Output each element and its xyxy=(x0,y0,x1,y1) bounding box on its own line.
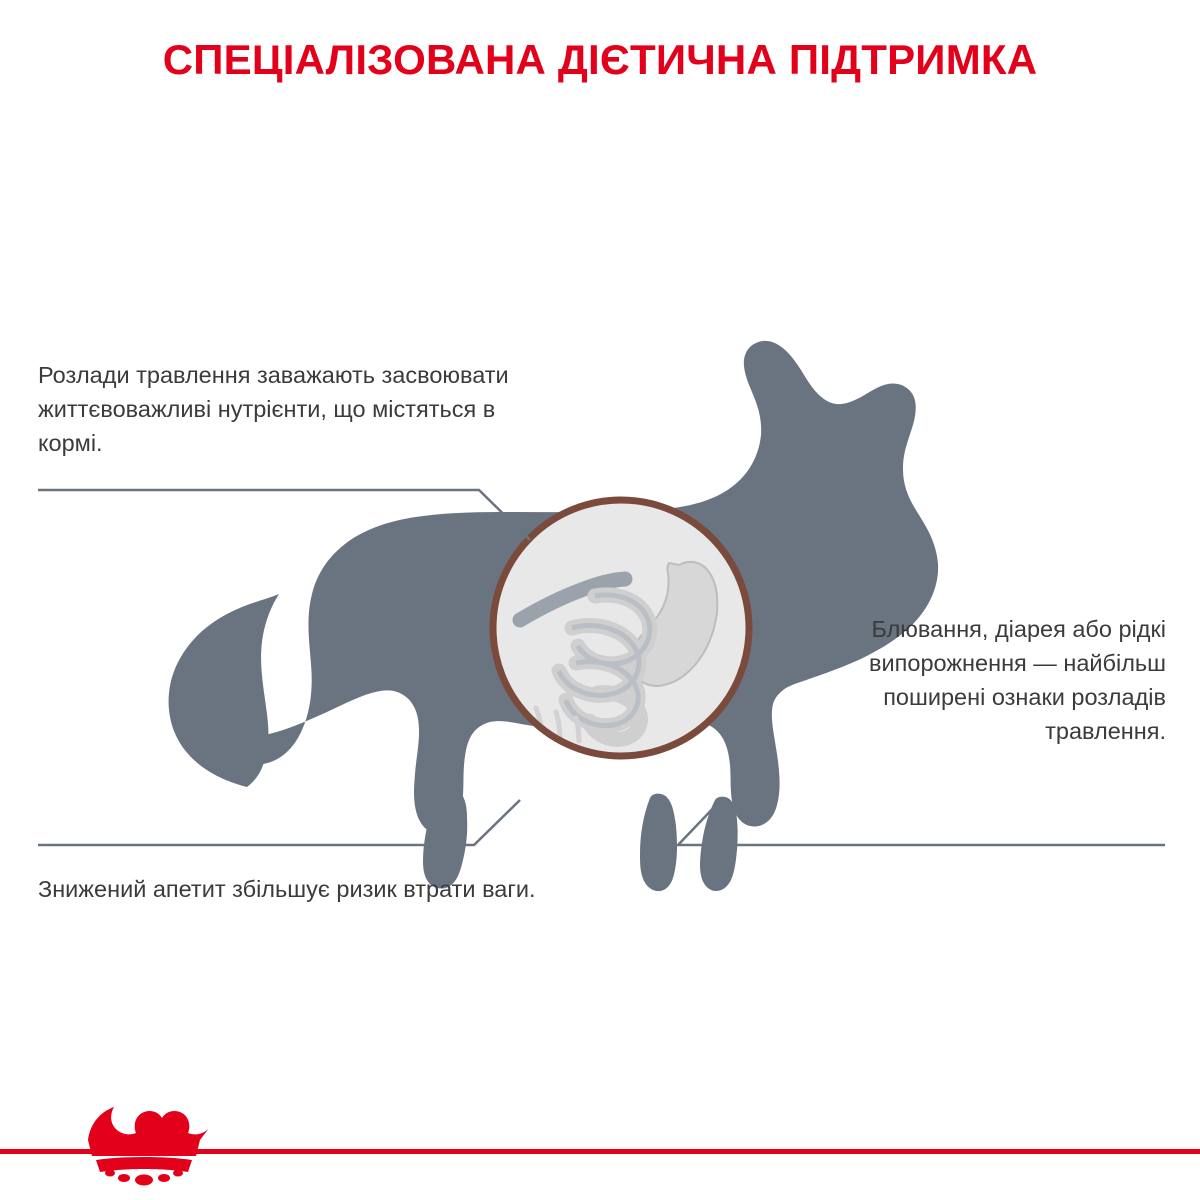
leader-line-bottom-left xyxy=(38,800,520,845)
leader-line-top-left xyxy=(38,490,530,540)
callout-text-symptoms: Блювання, діарея або рідкі випорожнення — найбільш поширені ознаки розладів травлення. xyxy=(869,616,1166,745)
page-title: СПЕЦІАЛІЗОВАНА ДІЄТИЧНА ПІДТРИМКА xyxy=(162,36,1038,83)
royal-canin-crown-logo xyxy=(80,1100,208,1186)
brand-footer xyxy=(0,1082,1200,1200)
leader-line-right xyxy=(678,800,1165,845)
callout-text-appetite: Знижений апетит збільшує ризик втрати ваги. xyxy=(38,876,536,902)
callout-text-nutrient-absorption: Розлади травлення заважають засвоювати життєвоважливі нутрієнти, що містяться в кормі. xyxy=(38,362,509,457)
